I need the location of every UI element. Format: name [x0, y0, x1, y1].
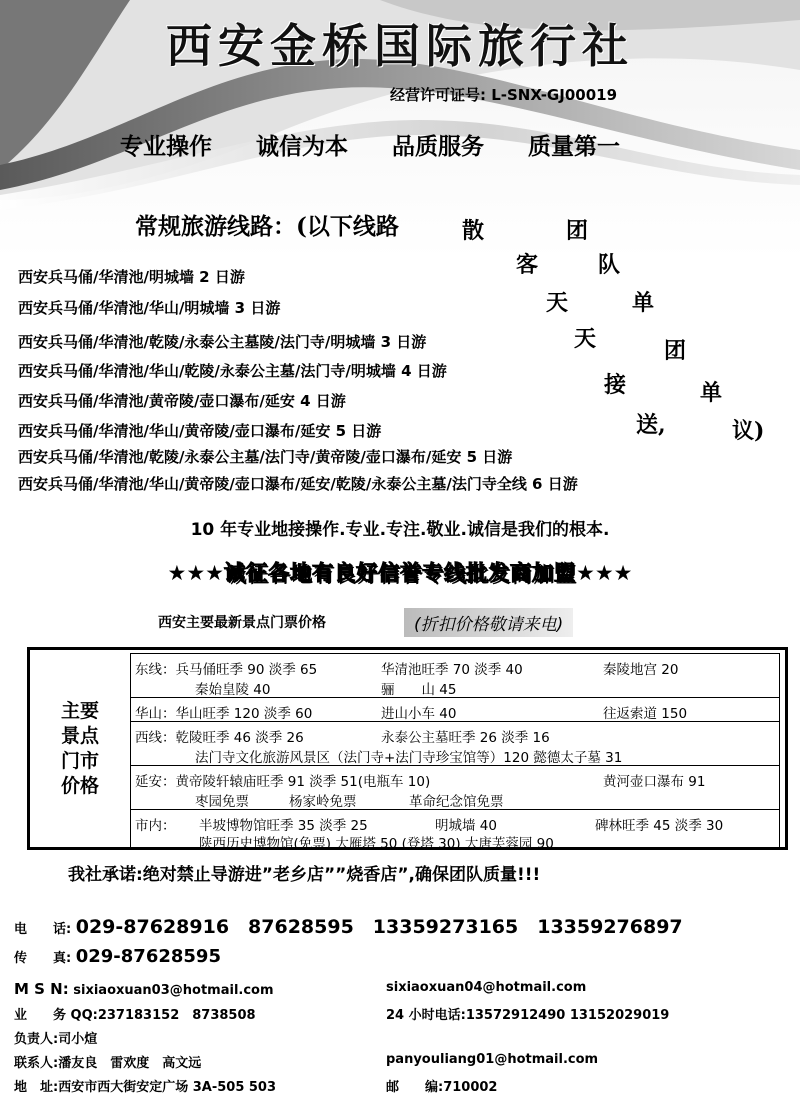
- route-item: 西安兵马俑/华清池/黄帝陵/壶口瀑布/延安 4 日游: [18, 392, 346, 410]
- msn-2: sixiaoxuan04@hotmail.com: [386, 980, 587, 995]
- script-char: 客: [516, 252, 539, 278]
- price-row-west: 西线：乾陵旺季 46 淡季 26 永泰公主墓旺季 26 淡季 16 法门寺文化旅游风景区（法门寺+法门寺珍宝馆等）120 懿德太子墓 31: [131, 722, 779, 766]
- recruit-text: 诚征各地有良好信誉专线批发商加盟: [224, 561, 576, 585]
- heading-char: 散: [462, 218, 485, 244]
- script-char: 天: [546, 290, 569, 316]
- star-icon: ★★★: [167, 561, 224, 585]
- script-char: 单: [632, 290, 655, 316]
- phone-label: 电 话:: [14, 922, 72, 937]
- routes-heading: 常规旅游线路：(以下线路: [135, 213, 399, 240]
- slogan: 诚信为本: [256, 133, 349, 160]
- slogan: 质量第一: [528, 133, 621, 160]
- professional-statement: 10 年专业地接操作.专业.专注.敬业.诚信是我们的根本.: [190, 520, 610, 540]
- msn-row: [14, 980, 274, 998]
- promise-text: 我社承诺:绝对禁止导游进”老乡店””烧香店”,确保团队质量!!!: [68, 865, 541, 885]
- msn-1: sixiaoxuan03@hotmail.com: [73, 983, 274, 998]
- price-note: (折扣价格敬请来电): [404, 608, 573, 637]
- license-number: 经营许可证号: L-SNX-GJ00019: [390, 86, 618, 104]
- price-row-yanan: 延安：黄帝陵轩辕庙旺季 91 淡季 51(电瓶车 10) 黄河壶口瀑布 91 枣园免票 杨家岭免票 革命纪念馆免票: [131, 766, 779, 810]
- price-row-city: 市内： 半坡博物馆旺季 35 淡季 25 明城墙 40 碑林旺季 45 淡季 30 陕西历史博物馆(免票) 大雁塔 50 (登塔 30) 大唐芙蓉园 90: [131, 810, 779, 850]
- star-icon: ★★★: [576, 561, 633, 585]
- phone-numbers: 029-87628916 87628595 13359273165 13359276897: [75, 916, 683, 938]
- slogans: [120, 128, 656, 161]
- price-title: 西安主要最新景点门票价格: [158, 615, 326, 631]
- heading-char: 团: [566, 218, 589, 244]
- route-item: 西安兵马俑/华清池/华山/明城墙 3 日游: [18, 299, 281, 317]
- price-rows: [130, 653, 780, 850]
- manager: 负责人:司小煊: [14, 1032, 98, 1047]
- qq: 业 务 QQ:237183152 8738508: [14, 1008, 256, 1023]
- recruit-banner: [0, 557, 800, 587]
- address: 地 址:西安市西大街安定广场 3A-505 503: [14, 1080, 277, 1095]
- route-item: 西安兵马俑/华清池/乾陵/永泰公主墓陵/法门寺/明城墙 3 日游: [18, 333, 427, 351]
- postcode: 邮 编:710002: [386, 1080, 498, 1095]
- fax-number: 029-87628595: [75, 946, 221, 967]
- fax-label: 传 真:: [14, 951, 72, 966]
- fax-row: [14, 946, 221, 967]
- script-char: 送,: [636, 412, 666, 438]
- phone-row: [14, 912, 683, 939]
- script-char: 天: [574, 326, 597, 352]
- price-row-east: 东线：兵马俑旺季 90 淡季 65 华清池旺季 70 淡季 40 秦陵地宫 20 秦始皇陵 40 骊 山 45: [131, 654, 779, 698]
- msn-label: M S N:: [14, 980, 69, 998]
- route-item: 西安兵马俑/华清池/乾陵/永泰公主墓/法门寺/黄帝陵/壶口瀑布/延安 5 日游: [18, 448, 513, 466]
- route-item: 西安兵马俑/华清池/明城墙 2 日游: [18, 268, 245, 286]
- price-row-huashan: 华山：华山旺季 120 淡季 60 进山小车 40 往返索道 150: [131, 698, 779, 722]
- slogan: 专业操作: [120, 133, 212, 160]
- script-char: 队: [598, 252, 621, 278]
- slogan: 品质服务: [392, 133, 485, 160]
- agency-title: 西安金桥国际旅行社: [166, 19, 634, 73]
- script-char: 议): [732, 418, 765, 444]
- contacts: 联系人:潘友良 雷欢度 高文远: [14, 1056, 202, 1071]
- email: panyouliang01@hotmail.com: [386, 1052, 599, 1067]
- route-item: 西安兵马俑/华清池/华山/黄帝陵/壶口瀑布/延安/乾陵/永泰公主墓/法门寺全线 6 日游: [18, 475, 578, 493]
- price-side-label: 主要 景点 门市 价格: [60, 699, 99, 797]
- script-char: 接: [604, 372, 627, 398]
- route-item: 西安兵马俑/华清池/华山/黄帝陵/壶口瀑布/延安 5 日游: [18, 422, 382, 440]
- route-item: 西安兵马俑/华清池/华山/乾陵/永泰公主墓/法门寺/明城墙 4 日游: [18, 362, 447, 380]
- script-char: 单: [700, 380, 723, 406]
- script-char: 团: [664, 338, 687, 364]
- price-table: [27, 647, 788, 850]
- hotline: 24 小时电话:13572912490 13152029019: [386, 1008, 670, 1023]
